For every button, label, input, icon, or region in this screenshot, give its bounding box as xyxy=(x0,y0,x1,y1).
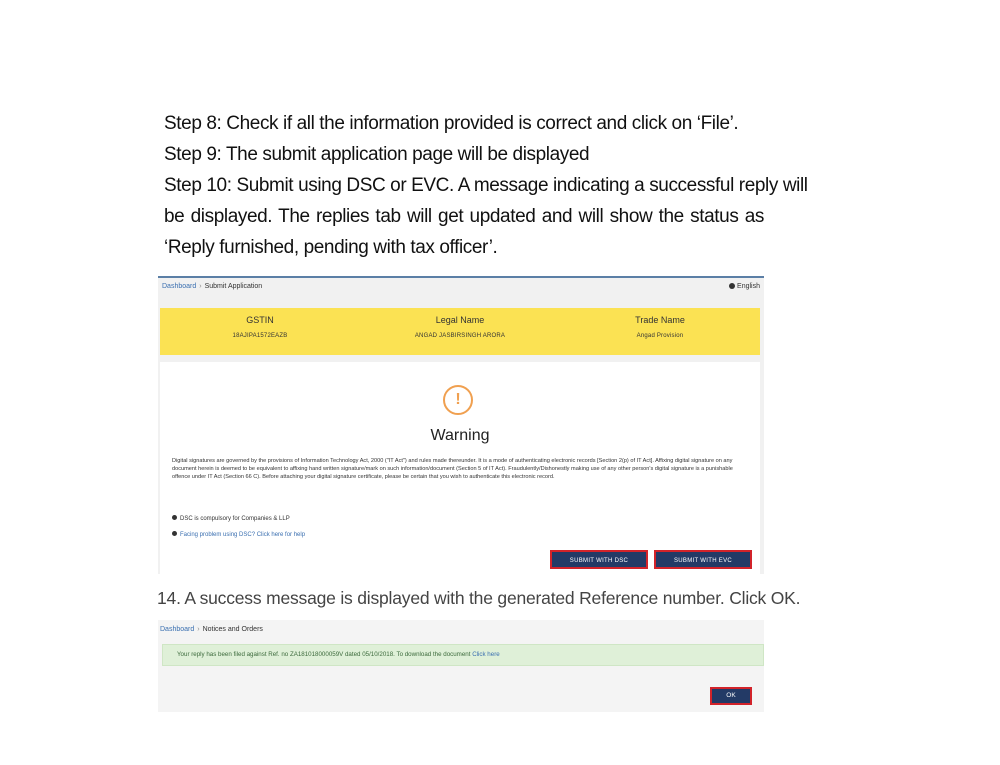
step-10-line-2: be displayed. The replies tab will get updated and will show the status as xyxy=(164,206,764,227)
gstin-value: 18AJIPA1572EAZB xyxy=(232,333,288,339)
step-10-justified xyxy=(164,201,764,232)
warning-icon: ! xyxy=(443,385,473,415)
language-selector[interactable] xyxy=(729,283,760,290)
instruction-steps xyxy=(164,108,808,263)
success-alert xyxy=(162,644,764,666)
dsc-compulsory-note xyxy=(172,515,290,522)
taxpayer-info-bar xyxy=(160,308,760,355)
legal-name-value: ANGAD JASBIRSINGH ARORA xyxy=(414,333,506,339)
globe-icon xyxy=(729,283,735,289)
trade-name-value: Angad Provision xyxy=(636,333,684,339)
submit-with-evc-button[interactable]: SUBMIT WITH EVC xyxy=(654,550,752,569)
step-10-line-1: Step 10: Submit using DSC or EVC. A message indicating a successful reply will xyxy=(164,175,808,196)
breadcrumb-dashboard-link[interactable]: Dashboard xyxy=(162,283,197,290)
submit-application-screenshot xyxy=(158,276,764,574)
step-10-line-3: ‘Reply furnished, pending with tax officer’. xyxy=(164,237,498,258)
breadcrumb: Dashboard › Notices and Orders xyxy=(160,626,263,633)
legal-name-header: Legal Name xyxy=(435,315,485,325)
notices-orders-screenshot xyxy=(158,620,764,712)
legal-name-column xyxy=(360,308,560,339)
trade-name-column xyxy=(560,308,760,339)
warning-text: Digital signatures are governed by the provisions of Information Technology Act, 2000 ("IT Act") and rules made thereunder. It is a mode of authenticating electronic records [Section 2(p) of IT Act]. Affixing digital signature on any document herein is deemed to be equivalent to affixing hand written signature/mark on such information/document (Section 5 of IT Act). Fraudulently/Dishonestly making use of any other person's digital signature is a punishable offence under IT Act (Section 66 C). Before attaching your digital signature certificate, please be certain that you wish to authenticate this electronic record. xyxy=(172,458,733,481)
warning-panel xyxy=(160,362,760,574)
breadcrumb-current: Submit Application xyxy=(204,283,263,290)
submit-with-dsc-button[interactable]: SUBMIT WITH DSC xyxy=(550,550,648,569)
step-14-caption: 14. A success message is displayed with the generated Reference number. Click OK. xyxy=(157,588,801,608)
breadcrumb-dashboard-link[interactable]: Dashboard xyxy=(160,626,195,633)
dsc-help-note xyxy=(172,531,305,538)
info-icon xyxy=(172,531,177,536)
gstin-column xyxy=(160,308,360,339)
ok-button[interactable]: OK xyxy=(710,687,752,705)
step-8-text: Step 8: Check if all the information provided is correct and click on ‘File’. xyxy=(164,113,739,134)
dsc-help-link[interactable]: Facing problem using DSC? Click here for help xyxy=(180,532,306,538)
step-9-text: Step 9: The submit application page will be displayed xyxy=(164,144,590,165)
info-icon xyxy=(172,515,177,520)
breadcrumb: Dashboard › Submit Application xyxy=(162,283,263,290)
warning-title: Warning xyxy=(430,427,490,444)
gstin-header: GSTIN xyxy=(246,315,274,325)
success-message: Your reply has been filed against Ref. no ZA181018000059V dated 05/10/2018. To download the document xyxy=(177,651,471,658)
trade-name-header: Trade Name xyxy=(635,315,685,325)
dsc-compulsory-text: DSC is compulsory for Companies & LLP xyxy=(180,516,290,522)
download-document-link[interactable]: Click here xyxy=(472,651,500,658)
breadcrumb-current: Notices and Orders xyxy=(202,626,263,633)
language-label: English xyxy=(737,283,760,290)
